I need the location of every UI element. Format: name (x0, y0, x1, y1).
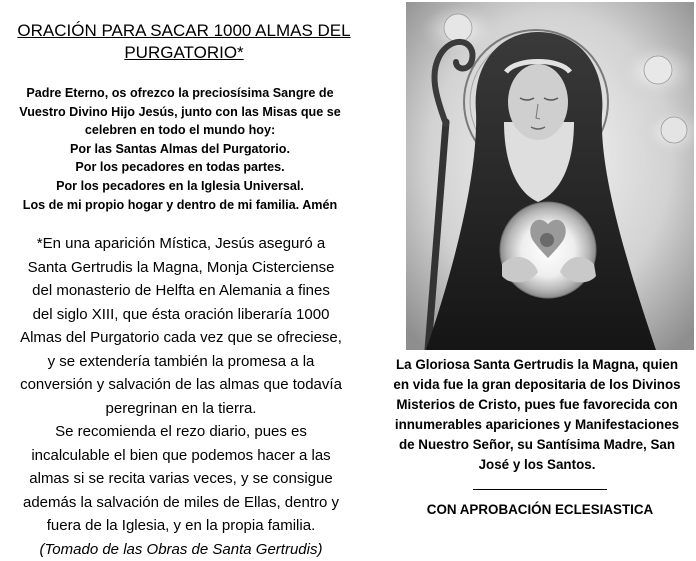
prayer-line: Padre Eterno, os ofrezco la preciosísima Sangre de (10, 84, 350, 103)
note-line: conversión y salvación de las almas que todavía (10, 373, 352, 397)
note-line: Almas del Purgatorio cada vez que se ofreciese, (10, 326, 352, 350)
note-line: incalculable el bien que podemos hacer a las (10, 444, 352, 468)
note-line: peregrinan en la tierra. (10, 397, 352, 421)
note-line: del monasterio de Helfta en Alemania a fines (10, 279, 352, 303)
prayer-title (14, 20, 354, 64)
prayer-line: Los de mi propio hogar y dentro de mi familia. Amén (10, 196, 350, 215)
source-citation: (Tomado de las Obras de Santa Gertrudis) (10, 538, 352, 561)
note-line: almas si se recita varias veces, y se consigue (10, 467, 352, 491)
prayer-line: Por los pecadores en todas partes. (10, 158, 350, 177)
caption-line: innumerables apariciones y Manifestaciones (380, 415, 694, 435)
prayer-line: Por las Santas Almas del Purgatorio. (10, 140, 350, 159)
note-line: *En una aparición Mística, Jesús aseguró a (10, 232, 352, 256)
saint-gertrude-image (406, 2, 694, 350)
prayer-text (10, 84, 350, 214)
divider-line (473, 489, 607, 490)
ecclesiastical-approval: CON APROBACIÓN ECLESIASTICA (380, 501, 696, 519)
note-line: Santa Gertrudis la Magna, Monja Cisterciense (10, 256, 352, 280)
prayer-title-line: PURGATORIO* (14, 42, 354, 64)
prayer-line: Vuestro Divino Hijo Jesús, junto con las Misas que se (10, 103, 350, 122)
caption-line: en vida fue la gran depositaria de los Divinos (380, 375, 694, 395)
caption-line: José y los Santos. (380, 455, 694, 475)
note-line: del siglo XIII, que ésta oración liberaría 1000 (10, 303, 352, 327)
prayer-line: Por los pecadores en la Iglesia Universal. (10, 177, 350, 196)
caption-line: Misterios de Cristo, pues fue favorecida con (380, 395, 694, 415)
note-line: y se extendería también la promesa a la (10, 350, 352, 374)
image-caption (380, 355, 694, 475)
note-line: fuera de la Iglesia, y en la propia familia. (10, 514, 352, 538)
caption-line: La Gloriosa Santa Gertrudis la Magna, quien (380, 355, 694, 375)
apparition-note (10, 232, 352, 561)
caption-line: de Nuestro Señor, su Santísima Madre, San (380, 435, 694, 455)
note-line: además la salvación de miles de Ellas, dentro y (10, 491, 352, 515)
prayer-line: celebren en todo el mundo hoy: (10, 121, 350, 140)
note-line: Se recomienda el rezo diario, pues es (10, 420, 352, 444)
prayer-title-line: ORACIÓN PARA SACAR 1000 ALMAS DEL (14, 20, 354, 42)
